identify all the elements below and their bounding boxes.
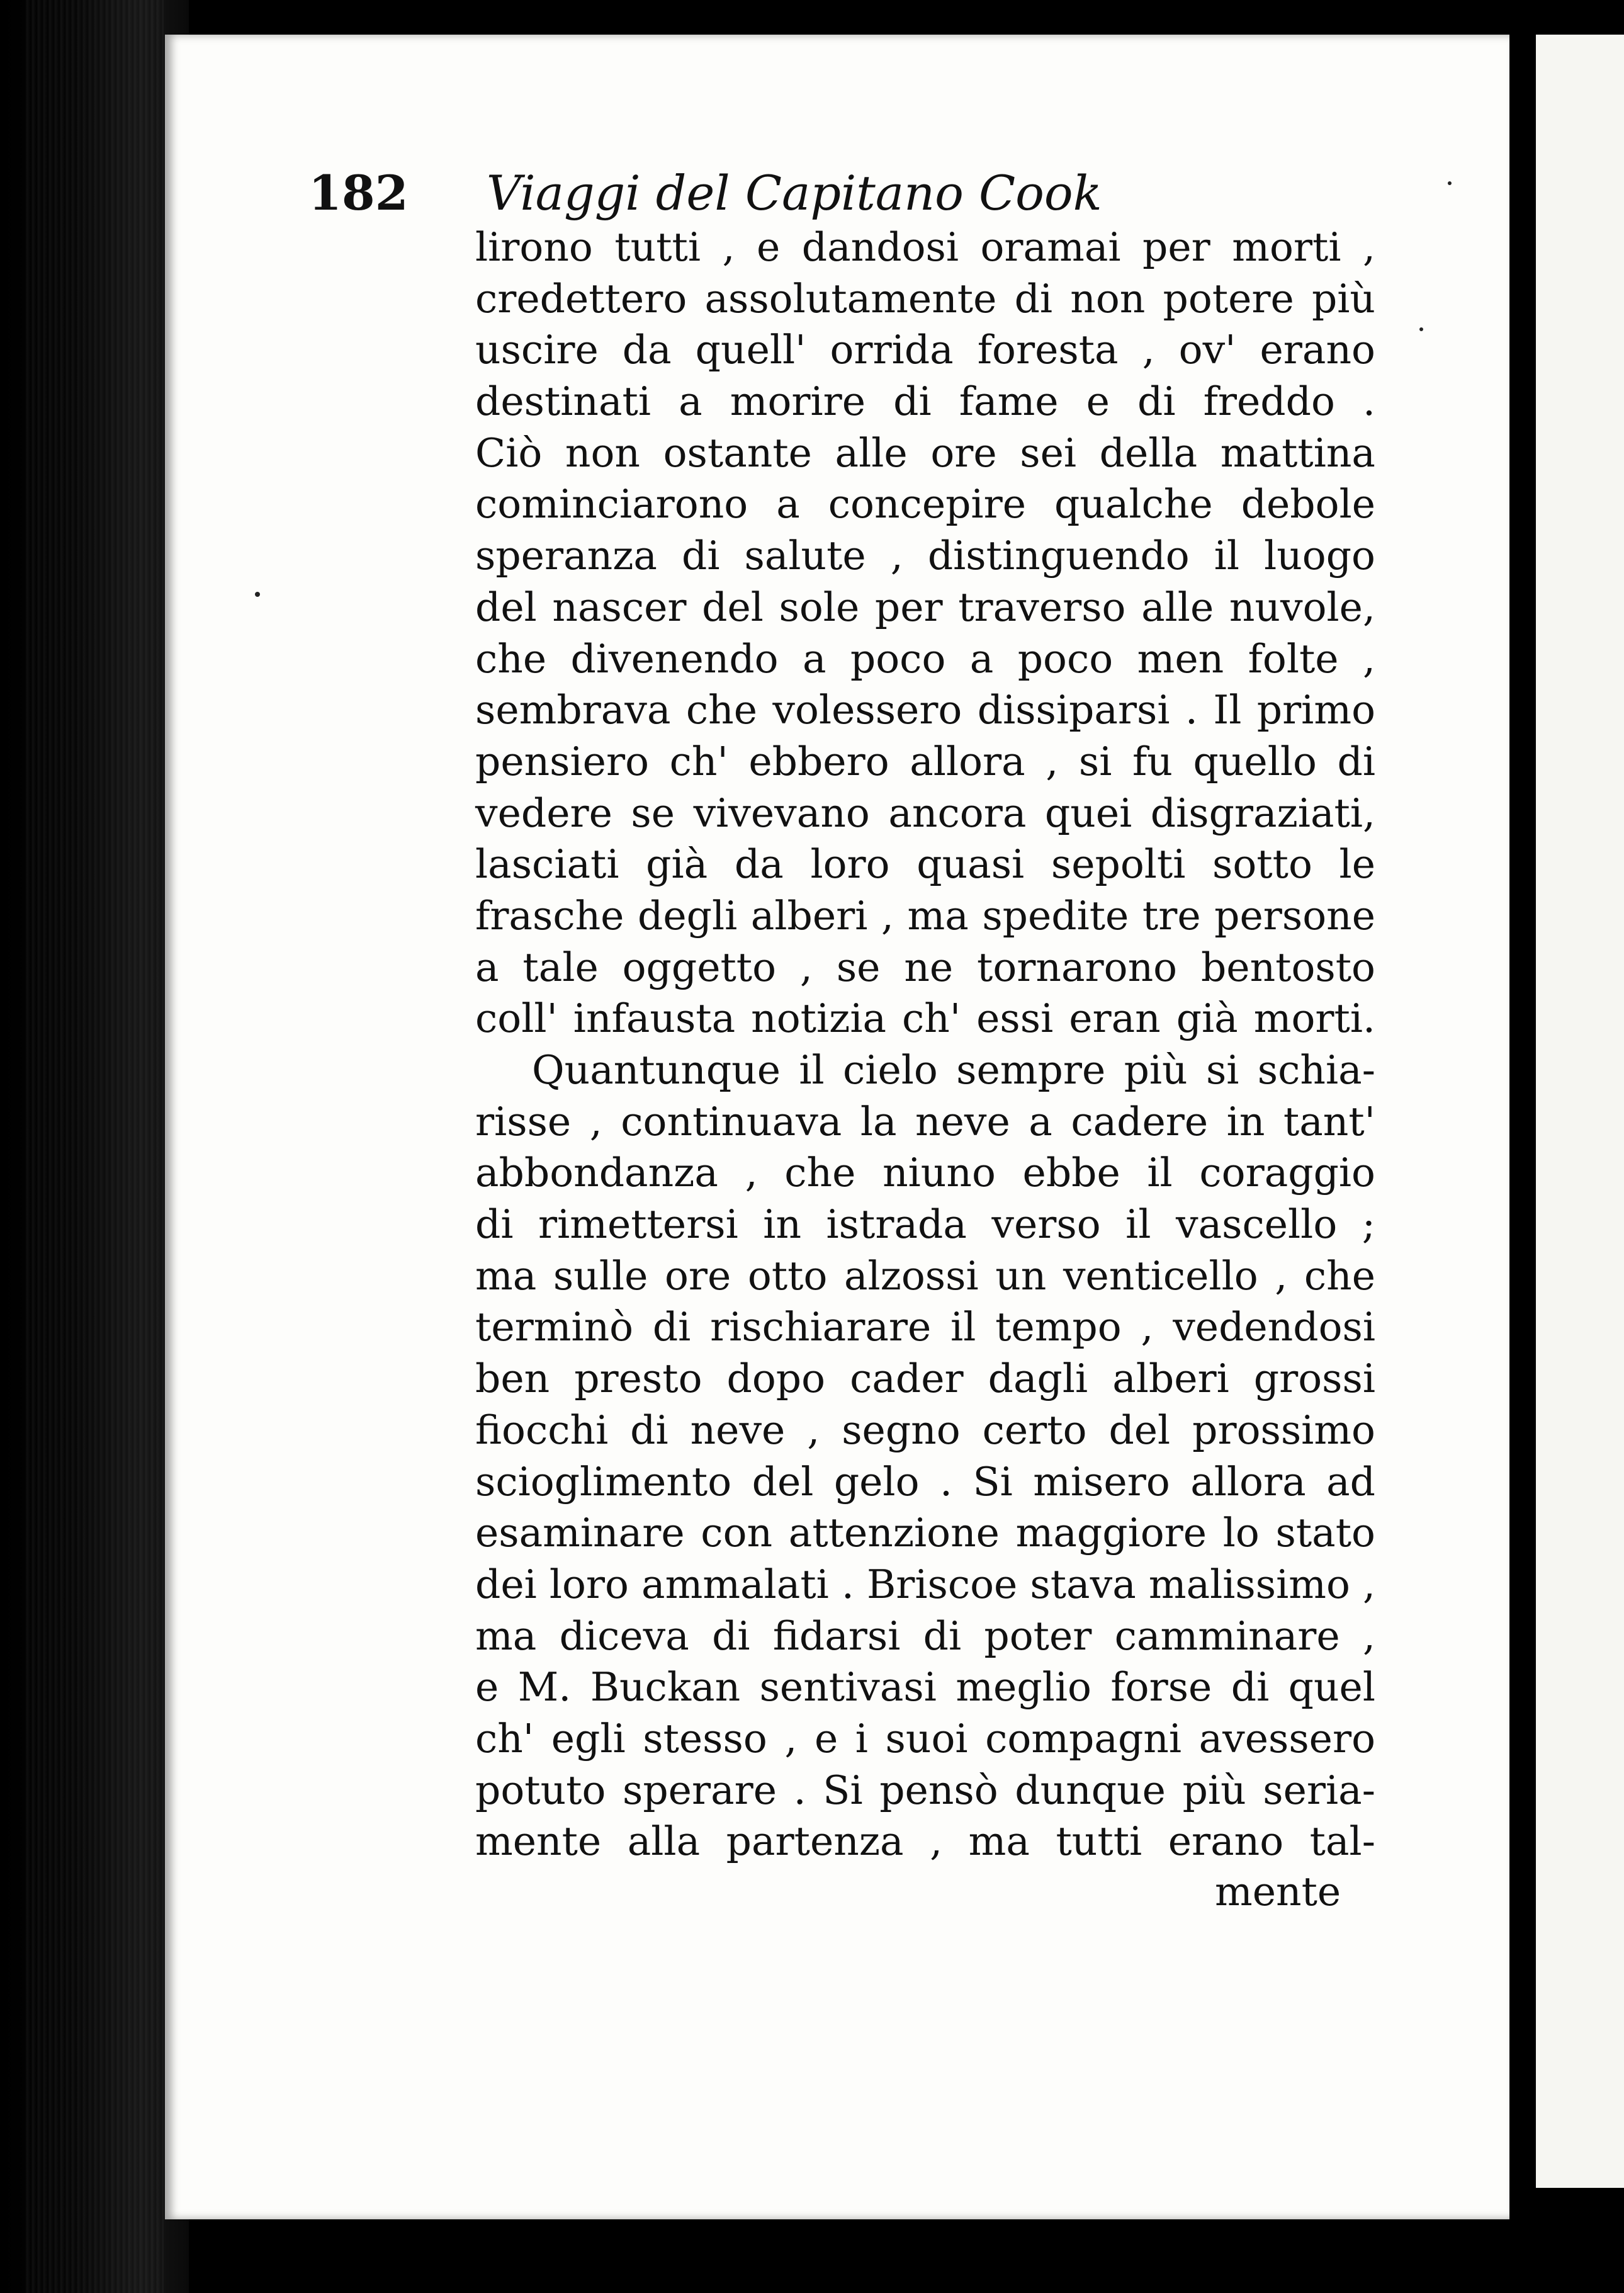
binding-texture <box>25 0 164 2293</box>
text-line: frasche degli alberi , ma spedite tre persone <box>475 892 1375 939</box>
text-line: a tale oggetto , se ne tornarono bentosto <box>475 944 1375 990</box>
text-line: uscire da quell' orrida foresta , ov' erano <box>475 327 1375 373</box>
text-line: ma diceva di fidarsi di poter camminare , <box>475 1612 1375 1659</box>
text-line: scioglimento del gelo . Si misero allora ad <box>475 1458 1375 1505</box>
ink-speck <box>1448 181 1452 185</box>
text-line: fiocchi di neve , segno certo del prossimo <box>475 1407 1375 1453</box>
running-title: Viaggi del Capitano Cook <box>486 165 1102 221</box>
body-text <box>475 222 1375 1867</box>
text-line: cominciarono a concepire qualche debole <box>475 481 1375 528</box>
text-line: esaminare con attenzione maggiore lo stato <box>475 1510 1375 1556</box>
adjacent-page-edge <box>1536 35 1624 2188</box>
text-line: credettero assolutamente di non potere più <box>475 275 1375 322</box>
text-line: lirono tutti , e dandosi oramai per morti , <box>475 224 1375 270</box>
page-gutter-right <box>1509 0 1536 2293</box>
catchword: mente <box>1215 1869 1341 1915</box>
page-header <box>308 165 1265 221</box>
text-line: ben presto dopo cader dagli alberi grossi <box>475 1356 1375 1402</box>
ink-speck <box>255 592 260 597</box>
text-line: vedere se vivevano ancora quei disgraziati, <box>475 790 1375 836</box>
text-line: ma sulle ore otto alzossi un venticello , che <box>475 1252 1375 1299</box>
page-number: 182 <box>308 165 409 221</box>
paragraph-first-line: Quantunque il cielo sempre più si schia- <box>532 1047 1375 1093</box>
text-line: abbondanza , che niuno ebbe il coraggio <box>475 1150 1375 1196</box>
text-line: di rimettersi in istrada verso il vascello ; <box>475 1201 1375 1248</box>
text-line: potuto sperare . Si pensò dunque più seria- <box>475 1767 1375 1813</box>
text-line: pensiero ch' ebbero allora , si fu quello di <box>475 738 1375 784</box>
text-line: mente alla partenza , ma tutti erano tal- <box>475 1818 1375 1865</box>
text-line: destinati a morire di fame e di freddo . <box>475 378 1375 425</box>
text-line: dei loro ammalati . Briscoe stava malissimo , <box>475 1561 1375 1607</box>
ink-speck <box>1419 327 1423 331</box>
text-line: Ciò non ostante alle ore sei della mattina <box>475 429 1375 476</box>
text-line: risse , continuava la neve a cadere in tant' <box>475 1098 1375 1145</box>
text-line: terminò di rischiarare il tempo , vedendosi <box>475 1304 1375 1350</box>
text-line: ch' egli stesso , e i suoi compagni avessero <box>475 1715 1375 1762</box>
text-line: speranza di salute , distinguendo il luogo <box>475 533 1375 579</box>
text-line: e M. Buckan sentivasi meglio forse di quel <box>475 1664 1375 1711</box>
text-line: coll' infausta notizia ch' essi eran già morti. <box>475 995 1375 1042</box>
text-line: lasciati già da loro quasi sepolti sotto le <box>475 841 1375 888</box>
text-line: del nascer del sole per traverso alle nuvole, <box>475 584 1375 630</box>
text-line: che divenendo a poco a poco men folte , <box>475 635 1375 682</box>
text-line: sembrava che volessero dissiparsi . Il primo <box>475 687 1375 733</box>
